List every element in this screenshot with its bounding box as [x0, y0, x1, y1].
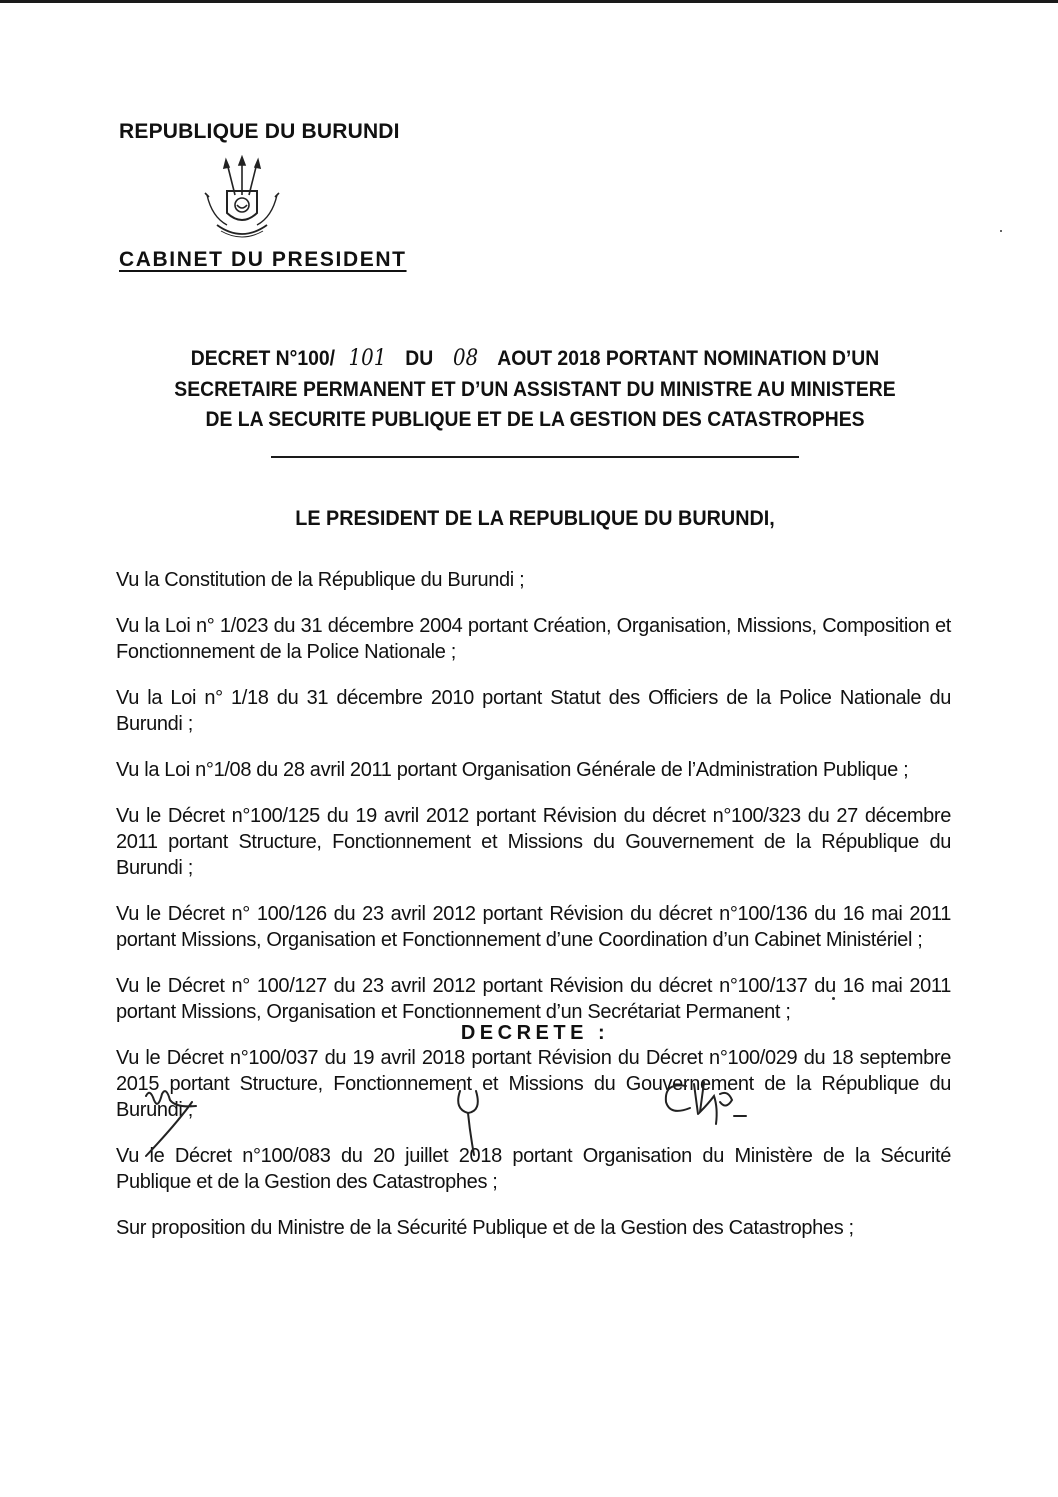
- title-prefix: DECRET N°100/: [190, 346, 336, 370]
- title-du: DU: [405, 346, 434, 370]
- header-cabinet: CABINET DU PRESIDENT: [119, 248, 407, 271]
- page-top-edge: [0, 0, 1058, 3]
- clause-decret-100-126: Vu le Décret n° 100/126 du 23 avril 2012 portant Révision du décret n°100/136 du 16 mai 2011 portant Missions, Organisation et Fonctionnement d’une Coordination d’un Cabinet Ministériel ;: [116, 903, 951, 951]
- clause-decret-100-125: Vu le Décret n°100/125 du 19 avril 2012 portant Révision du décret n°100/323 du 27 décembre 2011 portant Structure, Fonctionnement et Missions du Gouvernement de la République du Burundi ;: [116, 805, 951, 879]
- clause-constitution: Vu la Constitution de la République du Burundi ;: [116, 569, 525, 591]
- title-divider: [271, 456, 799, 458]
- title-suffix: AOUT 2018 PORTANT NOMINATION D’UN: [497, 346, 880, 370]
- clause-loi-1-08: Vu la Loi n°1/08 du 28 avril 2011 portant Organisation Générale de l’Administration Publique ;: [116, 759, 909, 781]
- clause-loi-1-023: Vu la Loi n° 1/023 du 31 décembre 2004 portant Création, Organisation, Missions, Composition et Fonctionnement de la Police Nationale ;: [116, 615, 951, 663]
- header-republic: REPUBLIQUE DU BURUNDI: [119, 120, 400, 143]
- decrete-heading: DECRETE :: [460, 1022, 610, 1044]
- coat-of-arms-icon: [197, 155, 287, 247]
- preamble-clauses: [116, 567, 951, 1261]
- scan-speck: [832, 997, 835, 1000]
- scan-speck: [1000, 230, 1002, 232]
- title-line-2: SECRETAIRE PERMANENT ET D’UN ASSISTANT DU MINISTRE AU MINISTERE: [174, 377, 896, 401]
- clause-proposition: Sur proposition du Ministre de la Sécurité Publique et de la Gestion des Catastrophes ;: [116, 1217, 854, 1239]
- decree-title: [144, 343, 927, 434]
- title-line-3: DE LA SECURITE PUBLIQUE ET DE LA GESTION DES CATASTROPHES: [205, 407, 865, 431]
- handwritten-initials-icon: [450, 1085, 490, 1157]
- handwritten-initials-icon: [138, 1080, 208, 1160]
- handwritten-decree-number: 101: [348, 346, 387, 371]
- clause-decret-100-127: Vu le Décret n° 100/127 du 23 avril 2012 portant Révision du décret n°100/137 du 16 mai 2011 portant Missions, Organisation et Fonctionnement d’un Secrétariat Permanent ;: [116, 975, 951, 1023]
- handwritten-initials-icon: [660, 1076, 750, 1130]
- clause-decret-100-083: Vu le Décret n°100/083 du 20 juillet 2018 portant Organisation du Ministère de la Sécurité Publique et de la Gestion des Catastrophes ;: [116, 1145, 951, 1193]
- clause-loi-1-18: Vu la Loi n° 1/18 du 31 décembre 2010 portant Statut des Officiers de la Police Nationale du Burundi ;: [116, 687, 951, 735]
- handwritten-decree-day: 08: [452, 346, 479, 371]
- title-line-1: [144, 343, 927, 374]
- clause-decret-100-037: Vu le Décret n°100/037 du 19 avril 2018 portant Révision du Décret n°100/029 du 18 septembre 2015 portant Structure, Fonctionnement et Missions du Gouvernement de la République du Burundi ;: [116, 1047, 951, 1121]
- president-heading: LE PRESIDENT DE LA REPUBLIQUE DU BURUNDI,: [295, 506, 775, 530]
